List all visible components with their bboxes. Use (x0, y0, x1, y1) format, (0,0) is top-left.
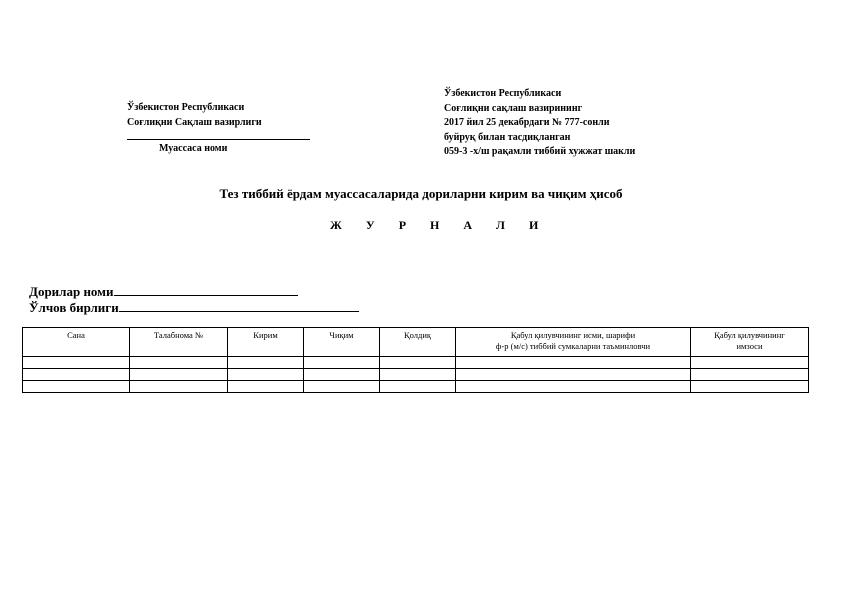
table-cell[interactable] (23, 369, 130, 381)
right-header (444, 87, 635, 160)
document-subtitle (330, 218, 559, 233)
column-header-outgo: Чиқим (304, 328, 380, 357)
journal-table (22, 327, 809, 393)
document-title: Тез тиббий ёрдам муассасаларида дориларни кирим ва чиқим ҳисоб (219, 186, 623, 201)
table-header-row (23, 328, 809, 357)
institution-name-label: Муассаса номи (159, 143, 228, 154)
table-cell[interactable] (304, 381, 380, 393)
unit-field (29, 299, 359, 316)
table-cell[interactable] (456, 357, 691, 369)
table-cell[interactable] (23, 357, 130, 369)
column-header-request-number: Талабнома № (130, 328, 228, 357)
table-cell[interactable] (228, 381, 304, 393)
column-header-income: Кирим (228, 328, 304, 357)
subtitle-letter: Ж (330, 218, 342, 232)
right-header-line4: буйруқ билан тасдиқланган (444, 131, 571, 143)
column-header-recipient-name: Қабул қилувчининг исми, шарифи ф-р (м/с) тиббий сумкаларни таъминловчи (456, 328, 691, 357)
table-cell[interactable] (380, 369, 456, 381)
unit-input-line[interactable] (119, 299, 359, 312)
table-row (23, 357, 809, 369)
table-row (23, 369, 809, 381)
left-header-ministry: Соғлиқни Сақлаш вазирлиги (127, 116, 262, 128)
drug-name-field (29, 283, 298, 300)
table-cell[interactable] (304, 369, 380, 381)
right-header-line2: Соғлиқни сақлаш вазирининг (444, 102, 583, 114)
table-cell[interactable] (691, 357, 809, 369)
unit-label: Ўлчов бирлиги (29, 300, 119, 315)
subtitle-letter: А (463, 218, 473, 232)
table-cell[interactable] (130, 357, 228, 369)
right-header-line3: 2017 йил 25 декабрдаги № 777-сонли (444, 117, 610, 128)
institution-name-line (127, 130, 310, 140)
table-cell[interactable] (456, 381, 691, 393)
subtitle-letter: Р (398, 218, 407, 232)
table-cell[interactable] (456, 369, 691, 381)
table-cell[interactable] (228, 357, 304, 369)
left-header (127, 101, 310, 157)
table-cell[interactable] (691, 381, 809, 393)
table-cell[interactable] (380, 357, 456, 369)
table-cell[interactable] (380, 381, 456, 393)
subtitle-letter: И (529, 218, 539, 232)
subtitle-letter: У (365, 218, 375, 232)
table-cell[interactable] (304, 357, 380, 369)
table-cell[interactable] (228, 369, 304, 381)
column-header-recipient-signature: Қабул қилувчининг имзоси (691, 328, 809, 357)
table-cell[interactable] (23, 381, 130, 393)
right-header-line1: Ўзбекистон Республикаси (444, 88, 562, 99)
table-cell[interactable] (130, 369, 228, 381)
subtitle-letter: Н (430, 218, 440, 232)
table-cell[interactable] (130, 381, 228, 393)
drug-name-label: Дорилар номи (29, 284, 114, 299)
left-header-country: Ўзбекистон Республикаси (127, 102, 245, 113)
subtitle-letter: Л (496, 218, 505, 232)
column-header-balance: Қолдиқ (380, 328, 456, 357)
right-header-line5: 059-3 -х/ш рақамли тиббий хужжат шакли (444, 146, 636, 157)
table-cell[interactable] (691, 369, 809, 381)
drug-name-input-line[interactable] (114, 283, 298, 296)
table-row (23, 381, 809, 393)
column-header-date: Сана (23, 328, 130, 357)
